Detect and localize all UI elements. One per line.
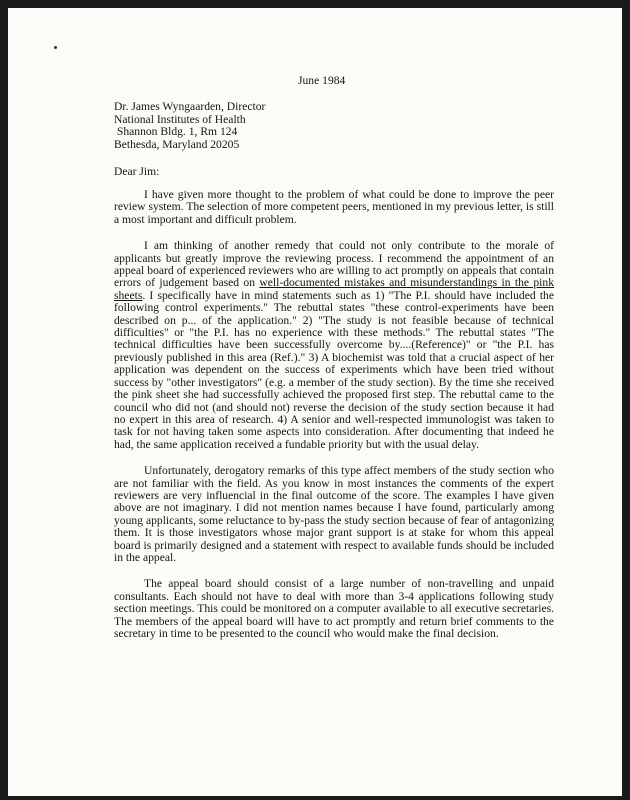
- paragraph-4: The appeal board should consist of a large number of non-travelling and unpaid consultants. Each should not have to deal with more than 3-4 applications following study section meetings. This could be monitored on a computer available to all executive secretaries. The members of the appeal board will have to act promptly and return brief comments to the secretary in time to be presented to the council who would make the final decision.: [114, 577, 554, 640]
- paragraph-3: Unfortunately, derogatory remarks of this type affect members of the study section who are not familiar with the field. As you know in most instances the comments of the expert reviewers are very influencial in the final outcome of the score. The examples I have given above are not imaginary. I did not mention names because I have found, particularly among young applicants, some reluctance to by-pass the study section because of fear of antagonizing them. It is those investigators whose major grant support is at stake for whom this appeal board is primarily designed and a statement with respect to available funds should be included in the appeal.: [114, 464, 554, 564]
- paragraph-2: [114, 240, 554, 451]
- paragraph-1: I have given more thought to the problem of what could be done to improve the peer review system. The selection of more competent peers, mentioned in my previous letter, is still a most important and difficult problem.: [114, 188, 554, 226]
- address-line-building: Shannon Bldg. 1, Rm 124: [114, 125, 238, 138]
- paragraph-2-rest: . I specifically have in mind statements such as 1) "The P.I. should have included the following control experiments." The rebuttal states "these control-experiments have been described on p... of the application." 2) "The study is not feasible because of technical difficulties" or "the P.I. has no experience with these methods." The rebuttal states "The technical difficulties have been successfully overcome by....(Reference)" or "the P.I. has previously published in this area (Ref.)." 3) A biochemist was told that a crucial aspect of her application was dependent on the success of experiments which have been tried without success by "other investigators" (e.g. a member of the study section). By the time she received the pink sheet she had successfully achieved the proposed first step. The rebuttal came to the council who did not (and should not) reverse the decision of the study section because it had no expert in this area of research. 4) A senior and well-respected immunologist was taken to task for not having taken some aspects into consideration. After documenting that indeed he had, the same application received a fundable priority but with the usual delay.: [114, 288, 554, 451]
- letter-date: June 1984: [298, 74, 346, 87]
- letter-body: [114, 189, 554, 654]
- address-line-institution: National Institutes of Health: [114, 112, 246, 126]
- underlined-phrase: well-documented mistakes and misunderstandings in the pink sheets: [114, 276, 554, 302]
- paper-speck: [54, 46, 57, 49]
- paragraph-2-start: I am thinking of another remedy that could not only contribute to the morale of applicants but greatly improve the reviewing process. I recommend the appointment of an appeal board of experienced reviewers who are willing to act promptly on appeals that contain errors of judgement based on: [114, 239, 554, 290]
- recipient-address: [114, 101, 265, 151]
- salutation: Dear Jim:: [114, 165, 160, 178]
- address-line-city: Bethesda, Maryland 20205: [114, 137, 240, 151]
- letter-page: [8, 8, 622, 796]
- address-line-name: Dr. James Wyngaarden, Director: [114, 100, 266, 113]
